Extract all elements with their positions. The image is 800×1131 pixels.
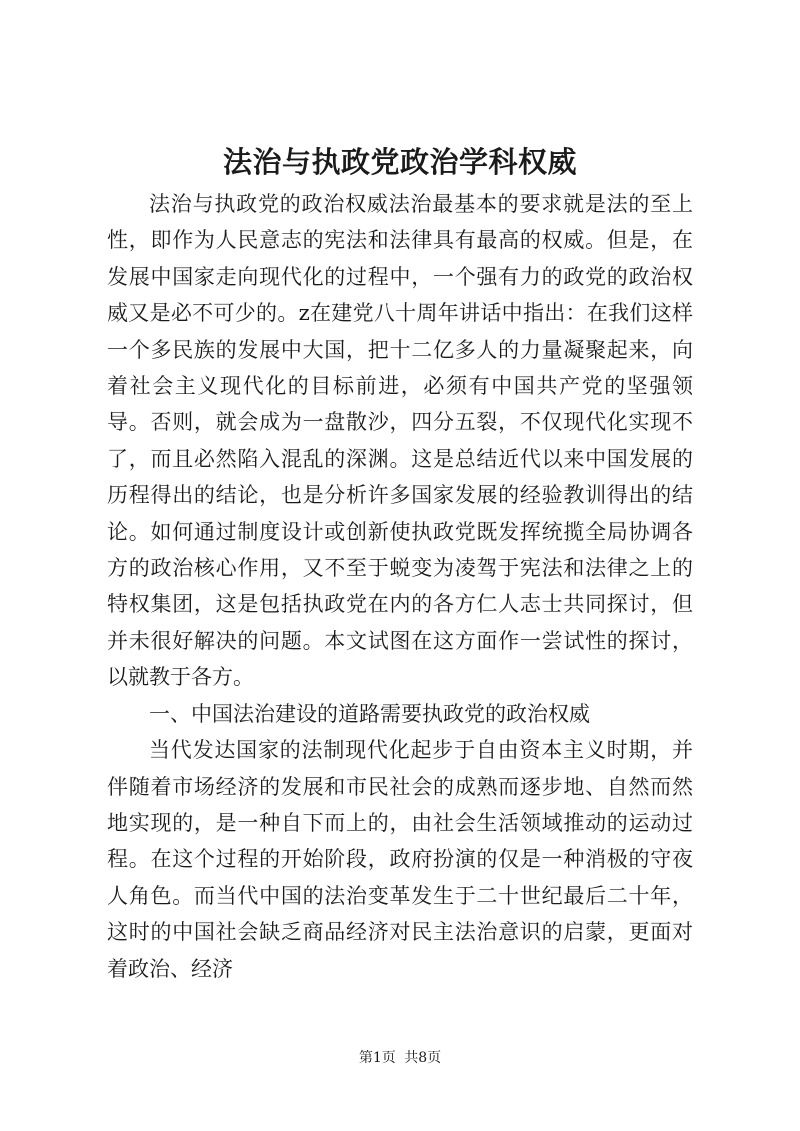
page-footer <box>0 1048 800 1068</box>
document-body <box>107 186 693 987</box>
document-title: 法治与执政党政治学科权威 <box>222 145 577 179</box>
paragraph-intro: 法治与执政党的政治权威法治最基本的要求就是法的至上性，即作为人民意志的宪法和法律具有最高的权威。但是，在发展中国家走向现代化的过程中，一个强有力的政党的政治权威又是必不可少的。z在建党八十周年讲话中指出：在我们这样一个多民族的发展中大国，把十二亿多人的力量凝聚起来，向着社会主义现代化的目标前进，必须有中国共产党的坚强领导。否则，就会成为一盘散沙，四分五裂，不仅现代化实现不了，而且必然陷入混乱的深渊。这是总结近代以来中国发展的历程得出的结论，也是分析许多国家发展的经验教训得出的结论。如何通过制度设计或创新使执政党既发挥统揽全局协调各方的政治核心作用，又不至于蜕变为凌驾于宪法和法律之上的特权集团，这是包括执政党在内的各方仁人志士共同探讨，但并未很好解决的问题。本文试图在这方面作一尝试性的探讨，以就教于各方。 <box>107 192 693 690</box>
page-total: 共8页 <box>404 1050 442 1066</box>
page-number: 第1页 <box>358 1050 396 1066</box>
paragraph-section-1: 当代发达国家的法制现代化起步于自由资本主义时期，并伴随着市场经济的发展和市民社会的成熟而逐步地、自然而然地实现的，是一种自下而上的，由社会生活领域推动的运动过程。在这个过程的开始阶段，政府扮演的仅是一种消极的守夜人角色。而当代中国的法治变革发生于二十世纪最后二十年，这时的中国社会缺乏商品经济对民主法治意识的启蒙，更面对着政治、经济 <box>107 738 693 981</box>
section-heading-1: 一、中国法治建设的道路需要执政党的政治权威 <box>149 701 590 726</box>
